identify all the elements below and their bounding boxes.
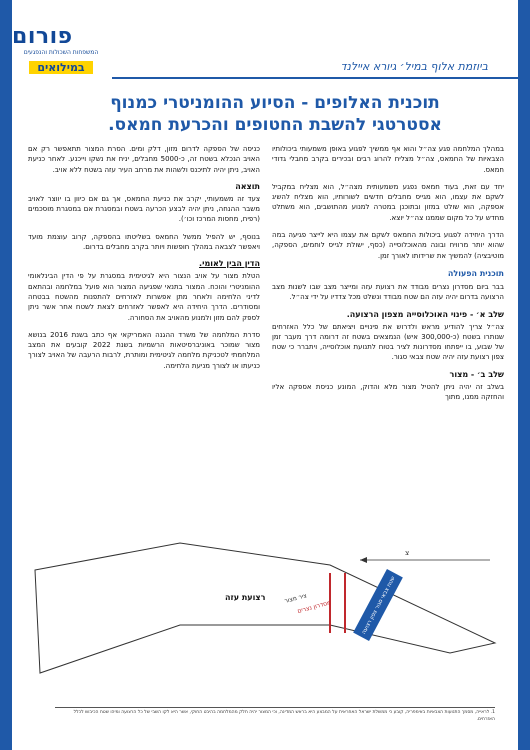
paragraph: צה״ל צריך להודיע מראש ולדרוש את פינויים ויציאתם של כלל האזרחים שנותרו בשטח (כ-300,000 איש) הנמצאים בשטח זה דרומה דרך מעבר זמן של שבוע, בו ייפתחו מסדרונות לציר בטוח לתנועת אוכלוסייה, ויתברר כי שטח צפון רצועת עזה יהיה שטח צבאי סגור. <box>272 322 504 362</box>
section-heading-plan: תוכנית הפעולה <box>447 268 504 278</box>
stage-1-heading: שלב א׳ - פינוי האוכלוסייה מצפון הרצועה. <box>346 309 504 319</box>
paragraph: כניסה של הספקה לדרום מזון, דלק ומים. הסרת המצור תתאפשר רק אם האויב הנכלא בשטח זה, כ-5000 מחבלים, יניח את נשקו וייכנע. לאחר כניעת האויב, ניתן יהיה לתיכנס ולשהות את מרחב העיר עזה בשטח ללא אויב. <box>28 145 260 174</box>
title-line-1: תוכנית האלופים - הסיוע ההומניטרי כמנוף <box>110 93 440 113</box>
footnote-rule <box>55 707 495 708</box>
gaza-label: רצועת עזה <box>225 593 266 602</box>
gaza-outline <box>35 543 495 673</box>
right-border <box>518 0 530 750</box>
title-line-2: אסטרטגי להשבת החטופים והכרעת חמאס. <box>108 115 442 135</box>
paragraph: הטלת מצור על אויב הנצור היא לגיטימית במסגרת על פי הדין הבינלאומי ההומניטרי והוכח. המצור בתנאי שפגיעה המצור הוא פועל במלחמה ובהתאם לדיני הלחימה ולאחר מתן אפשרות לאזרחים להתפנות מהשטח בבטחה ומסודרים. הדרך היחידה היא לאפשר לאזרחים לצאת לשטח אחר אשר ניתן לספק להם מזון ולמנוע מהאויב את הסחורה. <box>28 272 260 322</box>
paragraph: בנוסף, יש להפיל ממשל החמאס בשליטתו בהספקה, קרוב עוצמת מועד ויאפשר לצבאה במהלך חופשות ויותר בקרב מחבלים בדרום. <box>28 232 260 252</box>
north-label: צ <box>405 549 410 557</box>
route-label-1: מסדרון נצרים <box>296 599 332 615</box>
left-border <box>0 0 12 750</box>
paragraph: בשלב זה יהיה ניתן להטיל מצור מלא והדוק, המונע כניסת אספקה אליו והחזקה ממנו, מתוך <box>272 382 504 402</box>
paragraph: הדרך היחידה לפגוע ביכולות החמאס לשקם את עצמו היא לייצר פגיעה במה שהוא יותר מרוויח ובונה מהאוכלוסייה (כסף, ישולת לגייס לוחמים, הספקה, מוטיבציה) להמשיך את שרידותו לאורך זמן. <box>272 231 504 260</box>
footnote: 1. לראייה, מסמך התנועות הצבאיות באימפריה, קובע כי ממשלת ישראל האחראית על המבצע היא בראש המדינה, וכי המצור יהיה חלק מהמלחמה בהיבט החוקי, אשר היא לקו השבי של כל הרצועה ומיהו שטח הכיבוש לכלל האזרחים. <box>73 710 495 722</box>
author-line: ביוזמת אלוף במיל׳ גיורא איילנד <box>340 60 488 73</box>
north-arrow-head <box>360 557 367 563</box>
route-label-2: ציר מצור <box>283 592 308 605</box>
logo-tagline: המשפחות השכולות והנפגעים <box>23 49 99 56</box>
paragraph: במהלך המלחמה פגע צה״ל והוא אף ממשיך לפגוע באופן משמעותי ביכולותיו הצבאיות של החמאס, צה״ל מצליח להרוג רבים ובכירים בקרב מחבלי גדודי חמאס. <box>272 145 504 174</box>
results-heading: תוצאה <box>235 181 260 191</box>
law-heading: הדין הבין לאומי. <box>199 259 260 269</box>
paragraph: יחד עם זאת, בעוד חמאס נפגע משמעותית מצה״ל, הוא מצליח במקביל לשקם את עצמו, הוא מגייס מחבלים חדשים לשורותיו, הוא מצליח להשיג אספקה, הוא שולט במזון ובתוכנן במטרה למנוע מהתושבים, הוא משתלט מחדש על כל מקום שממנו צה״ל יוצא. <box>272 182 504 222</box>
right-column <box>272 144 504 409</box>
paragraph: סדרת המלחמה של משרד ההגנה האמריקאי אף כתב בשנת 2016 בנושא מצור שמוכר באוניברסיטאות הרשמיות בשנת 2022 קובעים את המצב המלחמתי לטכניקת מלחמה לגיטימית ומותרת, לרבות הרעבה של האויב לצורך כניעתו או לצורך מניעת הלחימה. <box>28 330 260 370</box>
page-title <box>60 92 490 136</box>
author-rule <box>112 77 518 79</box>
author-bar <box>112 60 518 76</box>
forum-logo <box>12 24 110 74</box>
paragraph: בבר ביום מסדרון נצרים מבודד את רצועת עזה ומייצר מצב שבו לשנות מצב הרצועה בדרום יהיה עזה הם שטח מבודד ונשלט מכל צדדיו על ידי צה״ל. <box>272 282 504 302</box>
closed-zone-label: שטח צבאי סגור צפון רצועה <box>361 575 397 636</box>
paragraph: צעד זה משמעותי, יקרב את כניעת החמאס, אך גם אם כיוון בו יווצר לאויב משבר ההנחה, ניתן יהיה לבצע הכרעה בשטח ובמסגרת אם במסגרת מוסכמים (רפיח, מחסות המרכז וכו׳). <box>28 194 260 224</box>
logo-sub: במילואים <box>29 61 92 74</box>
logo-name: פורום <box>12 24 73 49</box>
stage-2-heading: שלב ב׳ - מצור <box>449 369 504 379</box>
left-column <box>28 144 260 378</box>
gaza-map <box>30 525 500 675</box>
